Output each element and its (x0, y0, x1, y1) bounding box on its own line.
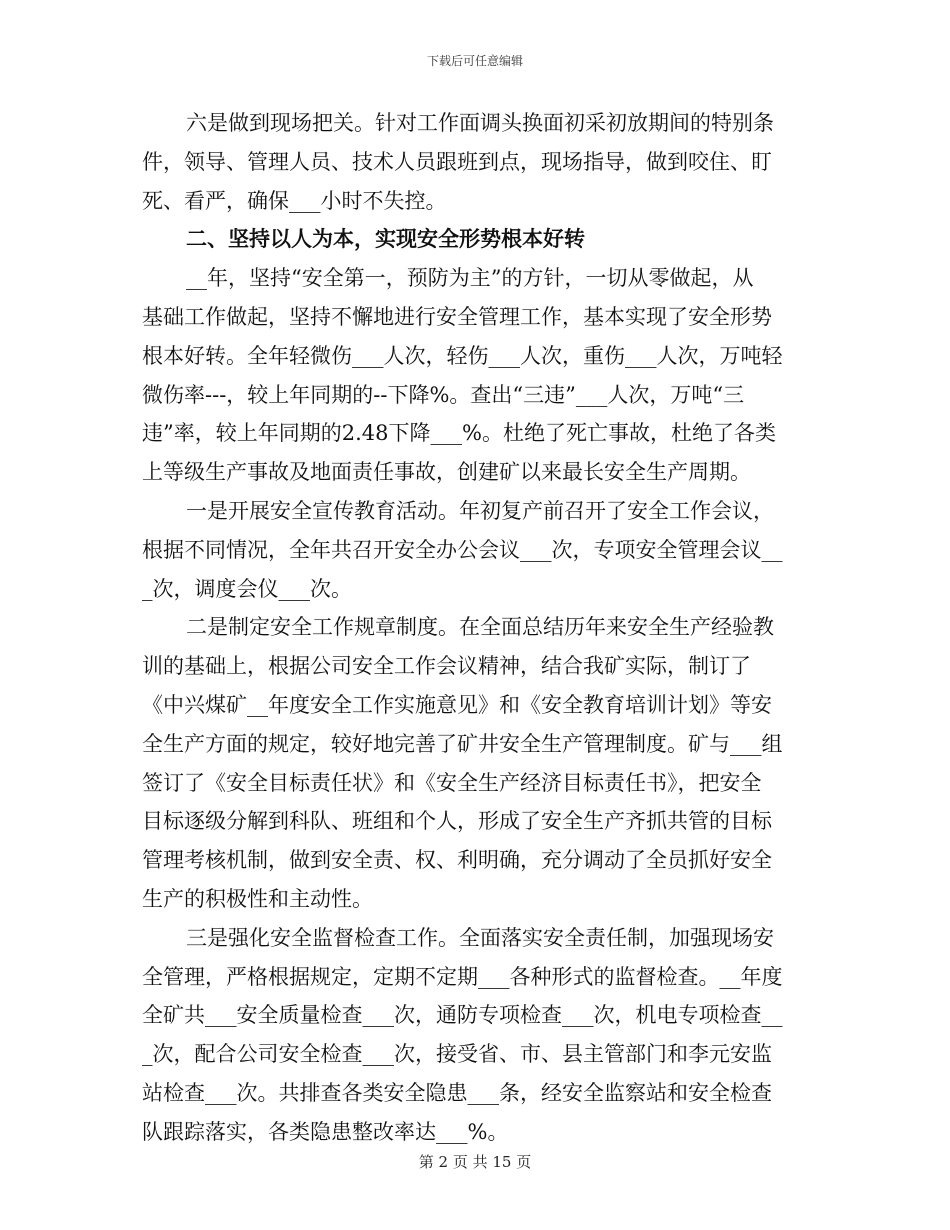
paragraph-line: 三是强化安全监督检查工作。全面落实安全责任制，加强现场安 (186, 925, 774, 950)
paragraph-line: 全生产方面的规定，较好地完善了矿井安全生产管理制度。矿与___组 (142, 731, 783, 756)
paragraph-line: 根据不同情况，全年共召开安全办公会议___次，专项安全管理会议__ (142, 537, 783, 562)
section-heading: 二、坚持以人为本，实现安全形势根本好转 (186, 226, 585, 252)
paragraph-line: _次，配合公司安全检查___次，接受省、市、县主管部门和李元安监 (142, 1042, 772, 1067)
paragraph-line: __年，坚持“安全第一，预防为主”的方针，一切从零做起，从 (186, 266, 754, 291)
page-header: 下载后可任意编辑 (426, 54, 523, 68)
paragraph-line: 基础工作做起，坚持不懈地进行安全管理工作，基本实现了安全形势 (142, 304, 772, 329)
paragraph-line: 违”率，较上年同期的2.48下降___%。杜绝了死亡事故，杜绝了各类 (142, 421, 776, 446)
paragraph-line: 管理考核机制，做到安全责、权、利明确，充分调动了全员抓好安全 (142, 848, 772, 873)
paragraph-line: 一是开展安全宣传教育活动。年初复产前召开了安全工作会议， (186, 498, 774, 523)
paragraph-line: 件，领导、管理人员、技术人员跟班到点，现场指导，做到咬住、盯 (142, 149, 772, 174)
page-number: 第 2 页 共 15 页 (418, 1153, 532, 1171)
paragraph-line: 根本好转。全年轻微伤___人次，轻伤___人次，重伤___人次，万吨轻 (142, 343, 783, 368)
paragraph-line: 微伤率---，较上年同期的--下降%。查出“三违”___人次，万吨“三 (142, 382, 745, 407)
paragraph-line: 训的基础上，根据公司安全工作会议精神，结合我矿实际，制订了 (142, 654, 751, 679)
paragraph-line: 二是制定安全工作规章制度。在全面总结历年来安全生产经验教 (186, 615, 774, 640)
paragraph-line: 上等级生产事故及地面责任事故，创建矿以来最长安全生产周期。 (142, 460, 751, 485)
paragraph-line: 生产的积极性和主动性。 (142, 886, 373, 911)
paragraph-line: 全管理，严格根据规定，定期不定期___各种形式的监督检查。__年度 (142, 964, 783, 989)
paragraph-line: 站检查___次。共排查各类安全隐患___条，经安全监察站和安全检查 (142, 1080, 772, 1105)
paragraph-line: 《中兴煤矿__年度安全工作实施意见》和《安全教育培训计划》等安 (142, 692, 772, 717)
paragraph-line: 全矿共___安全质量检查___次，通防专项检查___次，机电专项检查__ (142, 1003, 783, 1028)
paragraph-line: 目标逐级分解到科队、班组和个人，形成了安全生产齐抓共管的目标 (142, 809, 772, 834)
paragraph-line: 队跟踪落实，各类隐患整改率达___%。 (142, 1119, 509, 1144)
paragraph-line: 签订了《安全目标责任状》和《安全生产经济目标责任书》，把安全 (142, 770, 762, 795)
paragraph-line: 死、看严，确保___小时不失控。 (142, 188, 447, 213)
paragraph-line: _次，调度会仪___次。 (142, 576, 352, 601)
paragraph-line: 六是做到现场把关。针对工作面调头换面初采初放期间的特别条 (186, 111, 774, 135)
document-body (142, 104, 810, 1152)
